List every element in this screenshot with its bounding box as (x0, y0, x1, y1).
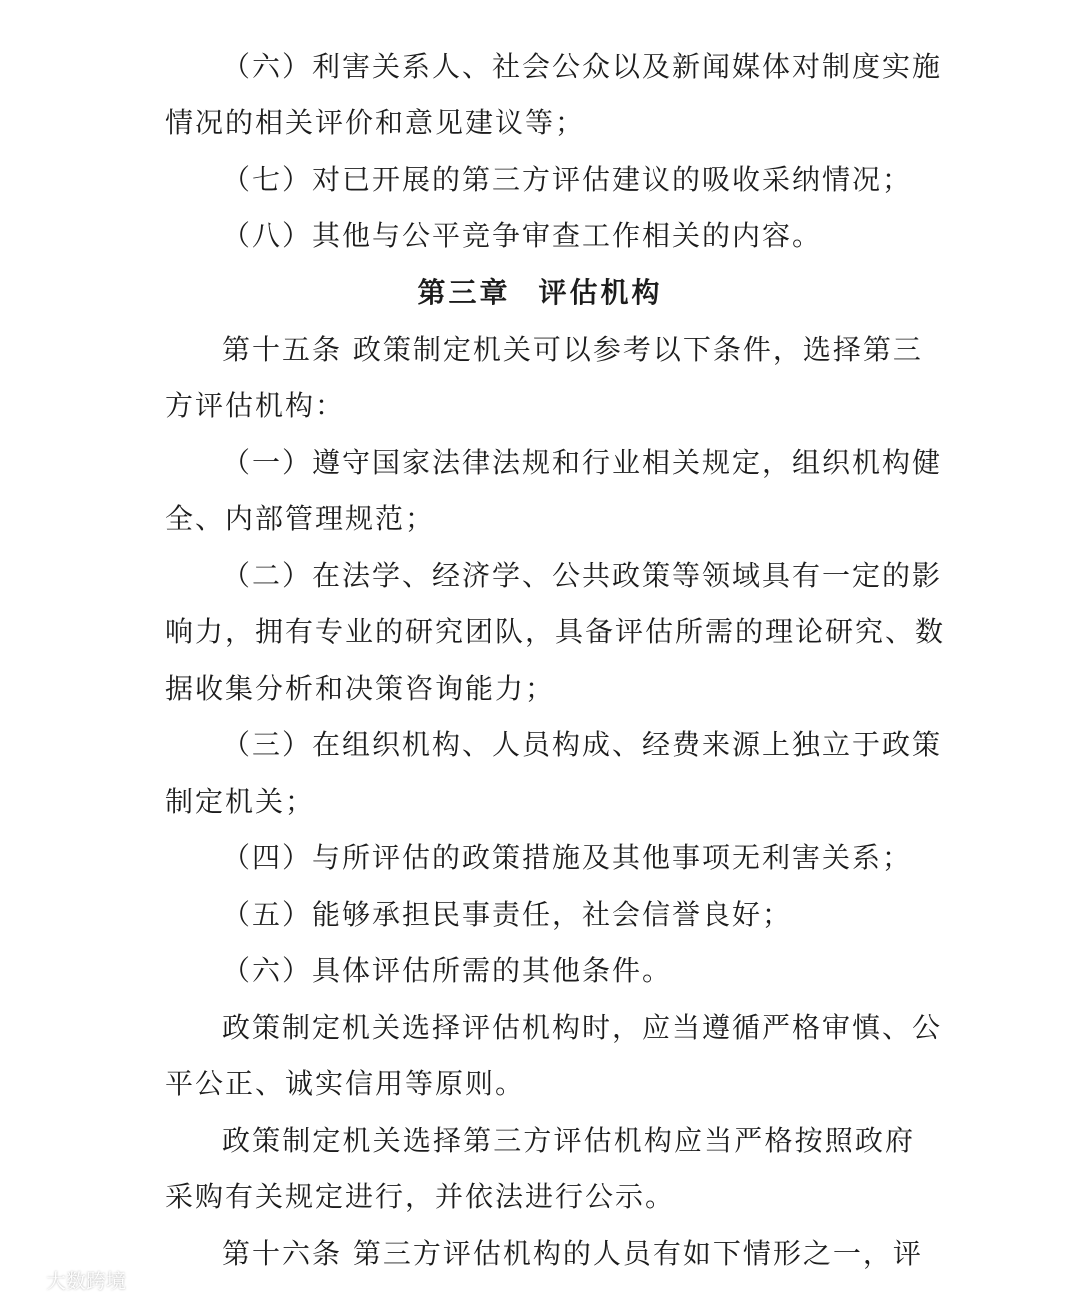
text-line: 制定机关； (165, 785, 316, 818)
text-line: 采购有关规定进行，并依法进行公示。 (165, 1180, 676, 1213)
text-line: 政策制定机关选择评估机构时，应当遵循严格审慎、公 (222, 1011, 943, 1044)
text-line: 响力，拥有专业的研究团队，具备评估所需的理论研究、数 (165, 615, 946, 648)
text-line: （四）与所评估的政策措施及其他事项无利害关系； (222, 841, 913, 874)
text-line: （八）其他与公平竞争审查工作相关的内容。 (222, 219, 823, 252)
text-line: （二）在法学、经济学、公共政策等领域具有一定的影 (222, 559, 943, 592)
text-line: （五）能够承担民事责任，社会信誉良好； (222, 898, 793, 931)
text-line: 第十五条 政策制定机关可以参考以下条件，选择第三 (222, 333, 923, 366)
text-line: （六）利害关系人、社会公众以及新闻媒体对制度实施 (222, 50, 943, 83)
text-line: （六）具体评估所需的其他条件。 (222, 954, 673, 987)
text-line: 第十六条 第三方评估机构的人员有如下情形之一，评 (222, 1237, 923, 1270)
speech-bubble-logo-icon (8, 1265, 42, 1294)
text-line: 政策制定机关选择第三方评估机构应当严格按照政府 (222, 1124, 915, 1157)
text-line: （三）在组织机构、人员构成、经费来源上独立于政策 (222, 728, 943, 761)
text-line: 方评估机构： (165, 389, 346, 422)
text-line: 平公正、诚实信用等原则。 (165, 1067, 526, 1100)
text-line: （一）遵守国家法律法规和行业相关规定，组织机构健 (222, 446, 943, 479)
text-line: （七）对已开展的第三方评估建议的吸收采纳情况； (222, 163, 913, 196)
watermark-text: 大数跨境 (46, 1268, 126, 1293)
chapter-title: 评估机构 (538, 276, 663, 309)
chapter-heading (0, 273, 1080, 313)
chapter-number: 第三章 (417, 276, 511, 309)
text-line: 全、内部管理规范； (165, 502, 436, 535)
text-line: 据收集分析和决策咨询能力； (165, 672, 556, 705)
text-line: 情况的相关评价和意见建议等； (165, 106, 586, 139)
watermark (8, 1266, 126, 1292)
